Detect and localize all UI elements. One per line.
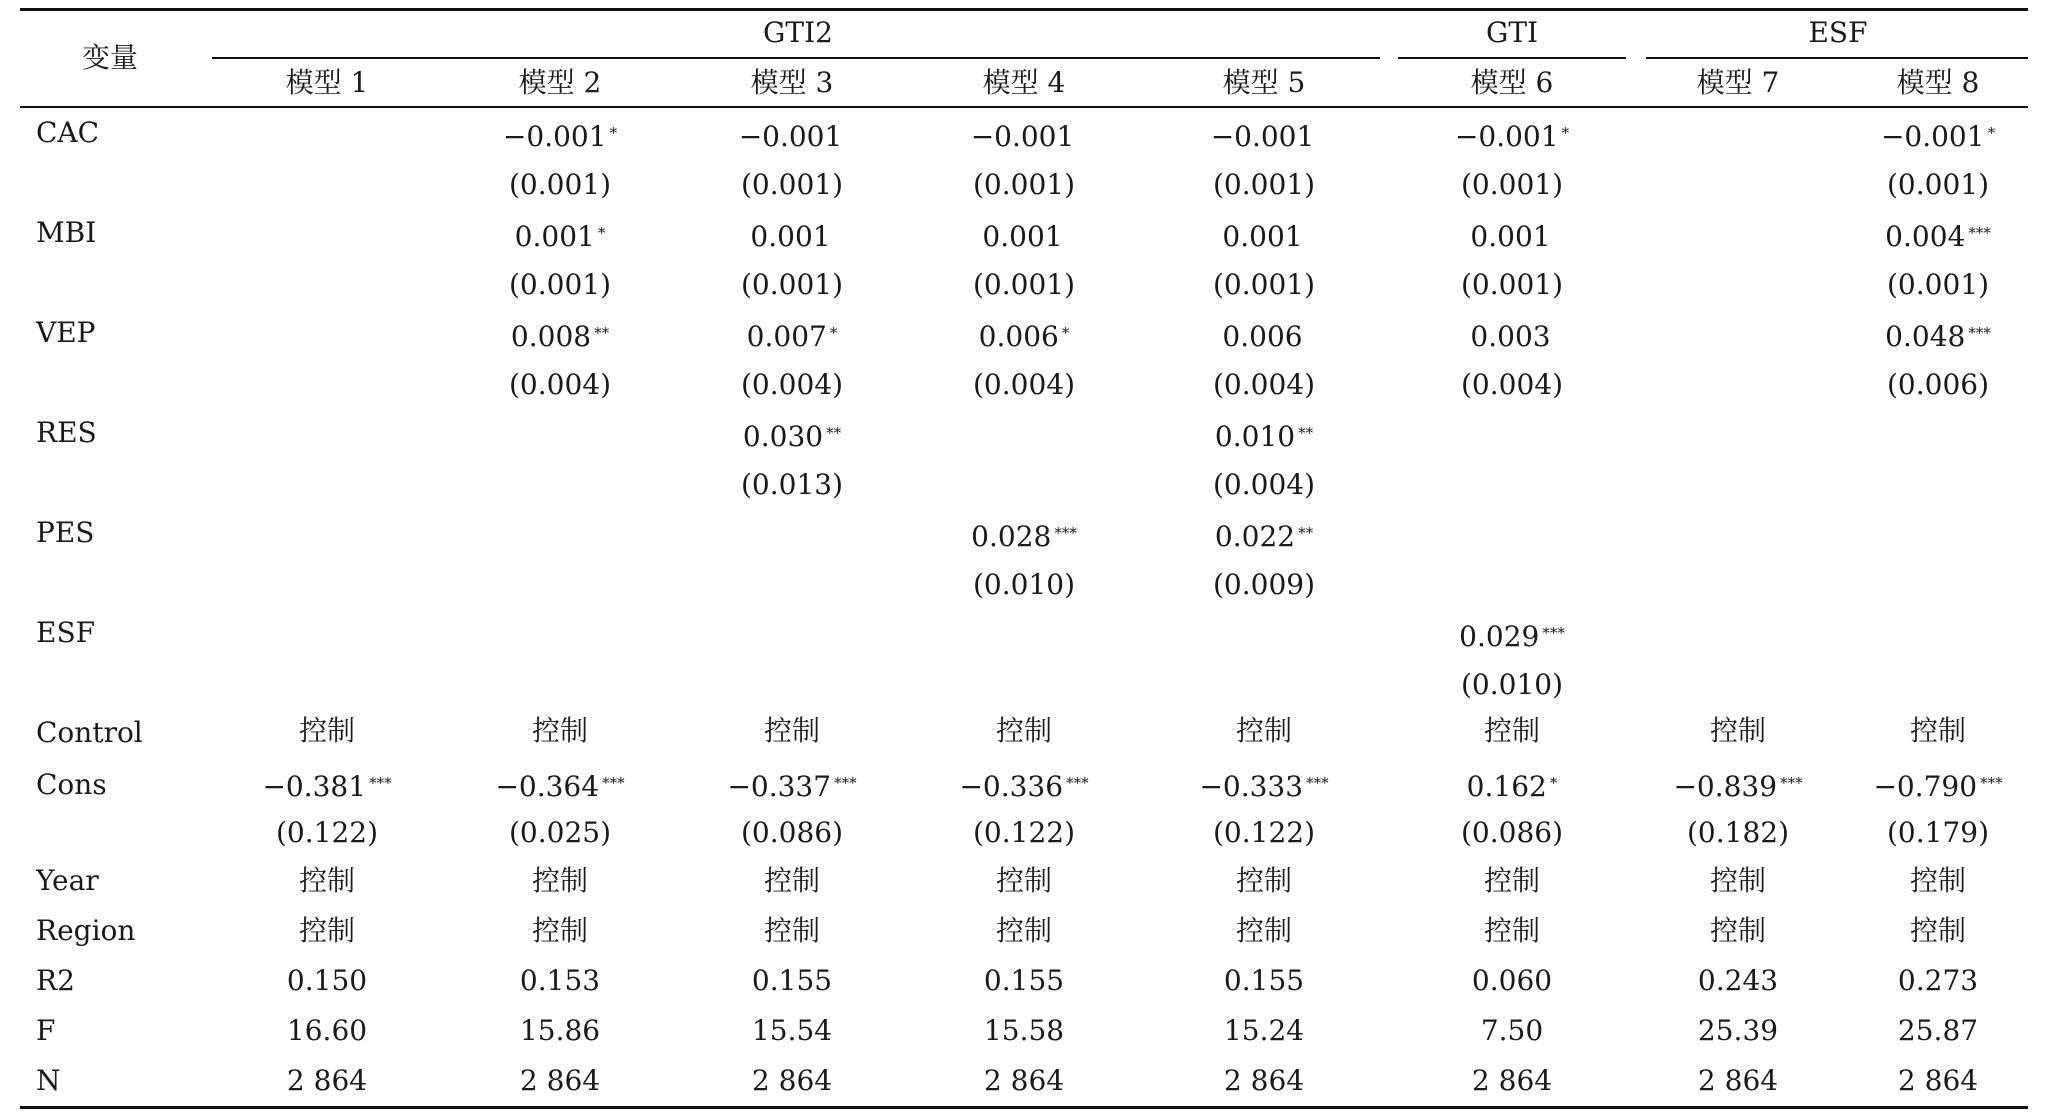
coefficient-value: −0.001 bbox=[502, 120, 607, 153]
model-header-7: 模型 7 bbox=[1696, 66, 1780, 99]
f-cell: 15.54 bbox=[751, 1014, 833, 1047]
significance-stars: * bbox=[1987, 124, 1996, 142]
significance-stars: *** bbox=[1542, 624, 1565, 642]
std-error-cell: (0.001) bbox=[508, 168, 612, 201]
r2-cell: 0.243 bbox=[1697, 964, 1779, 997]
std-error-cell: (0.001) bbox=[1460, 268, 1564, 301]
r2-cell: 0.155 bbox=[1223, 964, 1305, 997]
coef-cell bbox=[959, 772, 1088, 802]
model-header-4: 模型 4 bbox=[982, 66, 1066, 99]
significance-stars: *** bbox=[602, 774, 625, 792]
region-cell: 控制 bbox=[995, 914, 1053, 947]
coefficient-value: 0.007 bbox=[746, 320, 827, 353]
coef-cell bbox=[979, 322, 1070, 352]
coef-cell bbox=[262, 772, 391, 802]
control-cell: 控制 bbox=[995, 714, 1053, 747]
r2-cell: 0.150 bbox=[286, 964, 368, 997]
f-cell: 25.39 bbox=[1697, 1014, 1779, 1047]
coef-cell bbox=[747, 322, 838, 352]
control-cell: 控制 bbox=[1909, 714, 1967, 747]
coefficient-value: −0.336 bbox=[959, 770, 1064, 803]
n-cell: 2 864 bbox=[751, 1064, 833, 1097]
model-header-5: 模型 5 bbox=[1222, 66, 1306, 99]
coef-cell bbox=[1215, 522, 1313, 552]
std-error-cell: (0.001) bbox=[1212, 268, 1316, 301]
region-cell: 控制 bbox=[1235, 914, 1293, 947]
std-error-cell: (0.001) bbox=[1886, 168, 1990, 201]
r2-cell: 0.060 bbox=[1471, 964, 1553, 997]
std-error-cell: (0.001) bbox=[1212, 168, 1316, 201]
row-label-vep: VEP bbox=[36, 316, 96, 349]
coefficient-value: 0.048 bbox=[1885, 320, 1966, 353]
coef-cell bbox=[971, 522, 1077, 552]
coef-cell bbox=[1455, 122, 1569, 152]
coefficient-value: 0.010 bbox=[1214, 420, 1296, 453]
significance-stars: *** bbox=[1780, 774, 1803, 792]
group-rule-gti bbox=[1398, 57, 1626, 59]
group-header-gti2: GTI2 bbox=[763, 16, 833, 49]
std-error-cell: (0.025) bbox=[508, 816, 612, 849]
coefficient-value: 0.003 bbox=[1470, 320, 1551, 353]
coefficient-value: −0.790 bbox=[1873, 770, 1978, 803]
region-cell: 控制 bbox=[763, 914, 821, 947]
coefficient-value: 0.022 bbox=[1214, 520, 1296, 553]
coef-cell bbox=[1873, 772, 2002, 802]
coef-cell bbox=[1673, 772, 1802, 802]
coefficient-value: 0.006 bbox=[1222, 320, 1303, 353]
region-cell: 控制 bbox=[1909, 914, 1967, 947]
coef-cell bbox=[971, 122, 1078, 152]
coef-cell bbox=[1459, 622, 1565, 652]
std-error-cell: (0.122) bbox=[1212, 816, 1316, 849]
std-error-cell: (0.004) bbox=[1212, 368, 1316, 401]
coef-cell bbox=[1885, 222, 1991, 252]
f-cell: 25.87 bbox=[1897, 1014, 1979, 1047]
r2-cell: 0.155 bbox=[983, 964, 1065, 997]
coef-cell bbox=[1222, 222, 1305, 252]
coef-cell bbox=[1222, 322, 1305, 352]
model-header-2: 模型 2 bbox=[518, 66, 602, 99]
significance-stars: * bbox=[829, 324, 838, 342]
significance-stars: ** bbox=[826, 424, 842, 442]
f-cell: 15.86 bbox=[519, 1014, 601, 1047]
coef-cell bbox=[982, 222, 1065, 252]
std-error-cell: (0.001) bbox=[972, 268, 1076, 301]
control-cell: 控制 bbox=[763, 714, 821, 747]
control-cell: 控制 bbox=[1483, 714, 1541, 747]
f-cell: 15.24 bbox=[1223, 1014, 1305, 1047]
coefficient-value: −0.001 bbox=[1454, 120, 1559, 153]
coefficient-value: 0.001 bbox=[1470, 220, 1551, 253]
row-label-region: Region bbox=[36, 914, 136, 947]
row-label-esf: ESF bbox=[36, 616, 96, 649]
model-header-1: 模型 1 bbox=[285, 66, 369, 99]
std-error-cell: (0.086) bbox=[740, 816, 844, 849]
std-error-cell: (0.004) bbox=[972, 368, 1076, 401]
coefficient-value: −0.001 bbox=[1880, 120, 1985, 153]
std-error-cell: (0.122) bbox=[275, 816, 379, 849]
r2-cell: 0.153 bbox=[519, 964, 601, 997]
region-cell: 控制 bbox=[298, 914, 356, 947]
significance-stars: *** bbox=[834, 774, 857, 792]
group-rule-esf bbox=[1646, 57, 2028, 59]
year-cell: 控制 bbox=[1909, 864, 1967, 897]
n-cell: 2 864 bbox=[1223, 1064, 1305, 1097]
n-cell: 2 864 bbox=[519, 1064, 601, 1097]
significance-stars: * bbox=[1549, 774, 1558, 792]
coefficient-value: −0.839 bbox=[1673, 770, 1778, 803]
coef-cell bbox=[1215, 422, 1313, 452]
model-header-3: 模型 3 bbox=[750, 66, 834, 99]
year-cell: 控制 bbox=[1709, 864, 1767, 897]
std-error-cell: (0.004) bbox=[740, 368, 844, 401]
control-cell: 控制 bbox=[1709, 714, 1767, 747]
r2-cell: 0.273 bbox=[1897, 964, 1979, 997]
control-cell: 控制 bbox=[1235, 714, 1293, 747]
significance-stars: * bbox=[1561, 124, 1570, 142]
regression-table bbox=[20, 0, 2048, 1120]
significance-stars: *** bbox=[1980, 774, 2003, 792]
year-cell: 控制 bbox=[298, 864, 356, 897]
coef-cell bbox=[1470, 322, 1553, 352]
year-cell: 控制 bbox=[531, 864, 589, 897]
n-cell: 2 864 bbox=[286, 1064, 368, 1097]
coef-cell bbox=[1885, 322, 1991, 352]
f-cell: 16.60 bbox=[286, 1014, 368, 1047]
f-cell: 15.58 bbox=[983, 1014, 1065, 1047]
coefficient-value: −0.001 bbox=[738, 120, 843, 153]
std-error-cell: (0.001) bbox=[1460, 168, 1564, 201]
significance-stars: * bbox=[609, 124, 618, 142]
coefficient-value: −0.337 bbox=[727, 770, 832, 803]
row-label-control: Control bbox=[36, 716, 143, 749]
coef-cell bbox=[1211, 122, 1318, 152]
coef-cell bbox=[511, 322, 609, 352]
coef-cell bbox=[1470, 222, 1553, 252]
variable-header: 变量 bbox=[82, 41, 139, 74]
std-error-cell: (0.009) bbox=[1212, 568, 1316, 601]
coefficient-value: −0.001 bbox=[970, 120, 1075, 153]
std-error-cell: (0.006) bbox=[1886, 368, 1990, 401]
coefficient-value: −0.001 bbox=[1210, 120, 1315, 153]
coefficient-value: 0.001 bbox=[982, 220, 1063, 253]
region-cell: 控制 bbox=[1709, 914, 1767, 947]
std-error-cell: (0.182) bbox=[1686, 816, 1790, 849]
row-label-cons: Cons bbox=[36, 768, 107, 801]
region-cell: 控制 bbox=[1483, 914, 1541, 947]
control-cell: 控制 bbox=[531, 714, 589, 747]
r2-cell: 0.155 bbox=[751, 964, 833, 997]
significance-stars: *** bbox=[1968, 224, 1991, 242]
coefficient-value: 0.001 bbox=[1222, 220, 1303, 253]
bottom-rule bbox=[20, 1106, 2028, 1109]
significance-stars: ** bbox=[1298, 424, 1314, 442]
significance-stars: *** bbox=[1306, 774, 1329, 792]
significance-stars: *** bbox=[369, 774, 392, 792]
std-error-cell: (0.001) bbox=[972, 168, 1076, 201]
significance-stars: *** bbox=[1968, 324, 1991, 342]
significance-stars: * bbox=[597, 224, 606, 242]
row-label-f: F bbox=[36, 1014, 56, 1047]
coefficient-value: 0.001 bbox=[750, 220, 831, 253]
coef-cell bbox=[750, 222, 833, 252]
row-label-cac: CAC bbox=[36, 116, 100, 149]
n-cell: 2 864 bbox=[983, 1064, 1065, 1097]
std-error-cell: (0.001) bbox=[740, 168, 844, 201]
std-error-cell: (0.122) bbox=[972, 816, 1076, 849]
significance-stars: *** bbox=[1054, 524, 1077, 542]
coefficient-value: 0.162 bbox=[1466, 770, 1547, 803]
group-header-esf: ESF bbox=[1808, 16, 1868, 49]
coef-cell bbox=[739, 122, 846, 152]
group-header-gti: GTI bbox=[1485, 16, 1539, 49]
model-header-8: 模型 8 bbox=[1896, 66, 1980, 99]
coef-cell bbox=[495, 772, 624, 802]
top-rule bbox=[20, 8, 2028, 11]
f-cell: 7.50 bbox=[1480, 1014, 1544, 1047]
row-label-res: RES bbox=[36, 416, 97, 449]
row-label-r2: R2 bbox=[36, 964, 75, 997]
std-error-cell: (0.001) bbox=[740, 268, 844, 301]
coefficient-value: 0.006 bbox=[978, 320, 1059, 353]
year-cell: 控制 bbox=[763, 864, 821, 897]
significance-stars: *** bbox=[1066, 774, 1089, 792]
coef-cell bbox=[1881, 122, 1995, 152]
year-cell: 控制 bbox=[1235, 864, 1293, 897]
coef-cell bbox=[1199, 772, 1328, 802]
n-cell: 2 864 bbox=[1897, 1064, 1979, 1097]
std-error-cell: (0.086) bbox=[1460, 816, 1564, 849]
year-cell: 控制 bbox=[995, 864, 1053, 897]
coef-cell bbox=[1467, 772, 1558, 802]
coef-cell bbox=[727, 772, 856, 802]
coef-cell bbox=[503, 122, 617, 152]
coefficient-value: 0.001 bbox=[514, 220, 595, 253]
std-error-cell: (0.004) bbox=[1460, 368, 1564, 401]
coefficient-value: 0.029 bbox=[1459, 620, 1540, 653]
significance-stars: ** bbox=[1298, 524, 1314, 542]
std-error-cell: (0.010) bbox=[972, 568, 1076, 601]
row-label-n: N bbox=[36, 1064, 61, 1097]
region-cell: 控制 bbox=[531, 914, 589, 947]
std-error-cell: (0.010) bbox=[1460, 668, 1564, 701]
std-error-cell: (0.004) bbox=[1212, 468, 1316, 501]
coefficient-value: 0.028 bbox=[971, 520, 1052, 553]
coefficient-value: −0.333 bbox=[1199, 770, 1304, 803]
header-bottom-rule bbox=[20, 106, 2028, 108]
group-rule-gti2 bbox=[212, 57, 1380, 59]
row-label-mbi: MBI bbox=[36, 216, 97, 249]
std-error-cell: (0.179) bbox=[1886, 816, 1990, 849]
std-error-cell: (0.004) bbox=[508, 368, 612, 401]
coefficient-value: 0.008 bbox=[510, 320, 592, 353]
std-error-cell: (0.001) bbox=[508, 268, 612, 301]
coefficient-value: 0.004 bbox=[1885, 220, 1966, 253]
n-cell: 2 864 bbox=[1697, 1064, 1779, 1097]
significance-stars: * bbox=[1061, 324, 1070, 342]
row-label-pes: PES bbox=[36, 516, 95, 549]
significance-stars: ** bbox=[594, 324, 610, 342]
coefficient-value: −0.364 bbox=[495, 770, 600, 803]
coefficient-value: −0.381 bbox=[262, 770, 367, 803]
year-cell: 控制 bbox=[1483, 864, 1541, 897]
model-header-6: 模型 6 bbox=[1470, 66, 1554, 99]
coef-cell bbox=[743, 422, 841, 452]
std-error-cell: (0.001) bbox=[1886, 268, 1990, 301]
row-label-year: Year bbox=[36, 864, 99, 897]
coef-cell bbox=[515, 222, 606, 252]
control-cell: 控制 bbox=[298, 714, 356, 747]
coefficient-value: 0.030 bbox=[742, 420, 824, 453]
n-cell: 2 864 bbox=[1471, 1064, 1553, 1097]
std-error-cell: (0.013) bbox=[740, 468, 844, 501]
